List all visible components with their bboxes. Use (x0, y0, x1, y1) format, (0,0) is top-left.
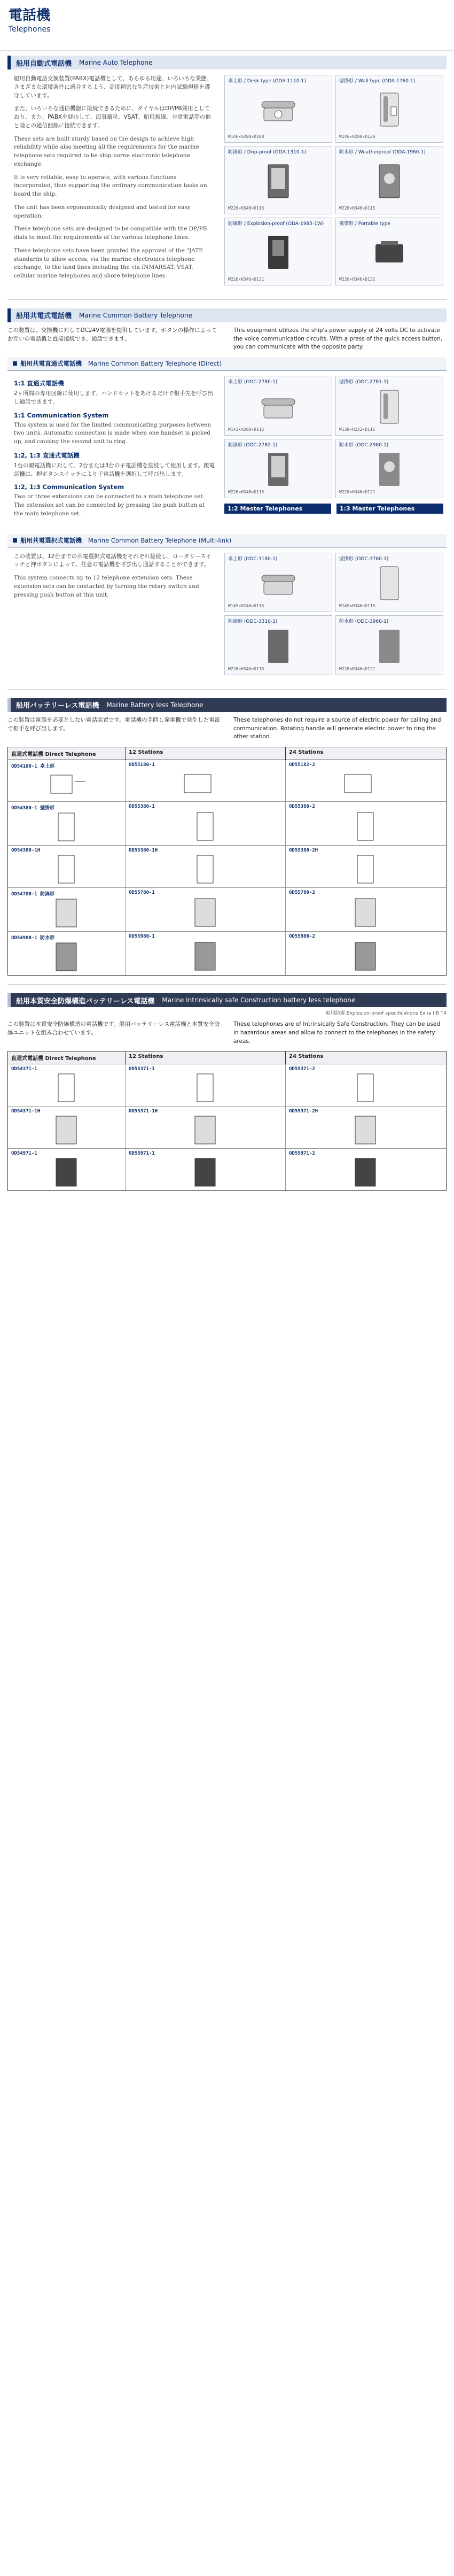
product-card (335, 553, 443, 613)
product-card (224, 75, 332, 143)
model-code: OD55371-1 (129, 1066, 155, 1072)
product-dims: W146×H200×D120 (339, 134, 375, 140)
model-code: OD55380-1 (129, 804, 155, 810)
multi-text (7, 547, 221, 680)
battery-less-para-en: These telephones do not require a source of electric power for calling and communication. Rotating handle will generate electric power to ring the other station. (233, 716, 441, 740)
product-card (335, 615, 443, 675)
divider (7, 689, 447, 690)
section-title-en: Marine Intrinsically safe Construction battery less telephone (162, 996, 356, 1004)
system-title-en: 1:1 Communication System (14, 411, 109, 419)
subsection-direct (7, 357, 447, 370)
master-12-label: 1:2 Master Telephones (224, 504, 331, 514)
product-dims: W226×H346×D132 (339, 276, 375, 282)
product-dims: W226×H346×D121 (228, 276, 264, 282)
section-title-en: Marine Auto Telephone (79, 59, 153, 66)
product-card (335, 439, 443, 499)
model-code: OD54780-1 防滴形 (11, 892, 55, 898)
product-card (335, 146, 443, 214)
model-code: OD55182-2 (289, 762, 315, 768)
col-24-stations: 24 Stations (289, 749, 324, 756)
auto-para-en: The unit has been ergonomically designed and tested for easy operation. (14, 204, 191, 219)
table-header (8, 747, 446, 760)
phone-drawing-icon (11, 941, 122, 973)
desk-phone-icon (228, 87, 328, 133)
product-dims: W146×H200×D180 (228, 134, 264, 140)
col-direct: 直通式電話機 Direct Telephone (8, 747, 126, 760)
model-code: OD55971-2 (289, 1151, 315, 1157)
table-cell (286, 888, 446, 931)
weatherproof-phone-icon (339, 451, 440, 488)
product-label: 防水形 (ODC-2980-1) (339, 442, 389, 448)
table-row (8, 802, 446, 846)
product-label: 卓上形 (ODC-3180-1) (228, 556, 278, 562)
dripproof-phone-icon (228, 158, 328, 204)
table-cell (286, 932, 446, 975)
phone-drawing-icon (11, 769, 122, 799)
product-label: 壁掛形 (ODC-3780-1) (339, 556, 389, 562)
model-code: OD55380-2 (289, 804, 315, 810)
table-cell (126, 846, 286, 887)
product-card (224, 439, 332, 499)
table-cell (8, 932, 126, 975)
system-desc-en: Two or three extensions can be connected to a main telephone set. The extension set can be connected by pressing the push button at the main telephone set. (14, 493, 205, 517)
phone-drawing-icon (129, 768, 282, 799)
product-label: 携帯形 / Portable type (339, 221, 390, 227)
phone-drawing-icon (129, 853, 282, 885)
model-code: OD55780-2 (289, 890, 315, 896)
model-code: OD55380-2H (289, 848, 318, 854)
section-title-jp: 船用自動式電話機 (16, 59, 72, 68)
battery-less-intro (7, 716, 447, 741)
product-dims: W228×H346×D115 (339, 205, 375, 211)
table-cell (126, 888, 286, 931)
subsection-title: 船用共電選択式電話機 (20, 536, 82, 544)
table-cell (126, 802, 286, 845)
auto-text (7, 69, 221, 291)
product-dims: W142×H200×D115 (228, 427, 264, 432)
table-cell (126, 760, 286, 801)
master-13-label: 1:3 Master Telephones (336, 504, 443, 514)
table-cell (286, 802, 446, 845)
table-row (8, 760, 446, 802)
phone-drawing-icon (289, 853, 443, 885)
model-code: OD55971-1 (129, 1151, 155, 1157)
product-label: 壁掛形 (ODC-2781-1) (339, 380, 389, 385)
table-row (8, 846, 446, 888)
product-label: 卓上形 (ODC-2780-1) (228, 380, 278, 385)
table-cell (286, 1149, 446, 1190)
table-cell (126, 1064, 286, 1106)
product-card (224, 218, 332, 285)
product-label: 防滴形 (ODC-3310-1) (228, 619, 278, 625)
model-code: OD54371-1 (11, 1066, 37, 1072)
phone-drawing-icon (11, 853, 122, 885)
weatherproof-phone-icon (339, 158, 440, 204)
bullet-icon (13, 361, 17, 366)
model-code: OD54180-1 卓上形 (11, 764, 55, 770)
battery-less-para-jp: この装置は電源を必要としない電話装置です。電話機の手回し発電機で発生した電流で相手を呼び出します。 (7, 716, 221, 732)
subsection-title: 船用共電直通式電話機 (20, 360, 82, 367)
model-code: OD54980-1 防水形 (11, 935, 55, 941)
table-row (8, 932, 446, 975)
phone-drawing-icon (11, 811, 122, 843)
wall-phone-icon (339, 388, 440, 426)
phone-drawing-icon (129, 1156, 282, 1188)
divider (7, 984, 447, 985)
table-cell (8, 1149, 126, 1190)
direct-product-grid (221, 370, 447, 504)
product-label: 防水形 / Weatherproof (ODA-1960-1) (339, 150, 426, 156)
explosion-note: 船用防爆 Explosion-proof specifications Ex ia IIB T4 (325, 1011, 447, 1017)
phone-drawing-icon (289, 1114, 443, 1146)
common-para-jp: この装置は、交換機に対してDC24V電源を提供しています。ボタンの操作によってお互いの電話機と直接接続でき、通話できます。 (7, 327, 217, 342)
explosionproof-phone-icon (228, 229, 328, 275)
product-dims: W226×H346×D115 (228, 490, 264, 495)
model-code: OD55371-2H (289, 1109, 318, 1115)
phone-drawing-icon (11, 897, 122, 929)
section-title-jp: 船用共電式電話機 (16, 312, 72, 321)
table-cell (8, 1064, 126, 1106)
product-label: 壁掛形 / Wall type (ODA-1760-1) (339, 79, 416, 84)
system-desc-jp: 2ヶ所間の専用回線に使用します。ハンドセットをあげるだけで相手先を呼び出し通話できます。 (14, 390, 214, 405)
phone-drawing-icon (11, 1114, 122, 1146)
table-cell (286, 1064, 446, 1106)
table-cell (286, 846, 446, 887)
table-cell (286, 760, 446, 801)
system-title: 1:2, 1:3 直通式電話機 (14, 451, 80, 459)
model-code: OD55380-1H (129, 848, 158, 854)
phone-drawing-icon (129, 895, 282, 929)
portable-phone-icon (339, 229, 440, 275)
col-12-stations: 12 Stations (126, 1051, 286, 1064)
phone-drawing-icon (11, 1072, 122, 1104)
auto-para-en: It is very reliable, easy to operate, with various functions incorporated, thus supporting the ordinary communication tasks on board the ship. (14, 174, 207, 197)
intrinsic-intro (7, 1020, 447, 1046)
model-code: OD55980-1 (129, 934, 155, 940)
col-direct: 直通式電話機 Direct Telephone (8, 1051, 126, 1064)
multi-row (7, 547, 447, 680)
master-headers (224, 504, 443, 514)
intrinsic-para-jp: この装置は本質安全防爆構造の電話機です。船用バッテリーレス電話機と本質安全防爆ユニットを組み合わせています。 (7, 1021, 220, 1036)
product-card (224, 553, 332, 613)
page-title: 電話機 (9, 7, 51, 24)
phone-drawing-icon (289, 809, 443, 843)
product-dims: W138×H222×D115 (339, 427, 375, 432)
subsection-multilink (7, 534, 447, 547)
product-card (224, 615, 332, 675)
table-cell (126, 1107, 286, 1148)
system-title-en: 1:2, 1:3 Communication System (14, 483, 124, 491)
common-para-en: This equipment utilizes the ship's power supply of 24 volts DC to activate the voice communication circuits. With a press of the quick access button, you can communicate with the opposite party. (233, 327, 443, 351)
page-subtitle: Telephones (9, 25, 51, 34)
product-card (224, 146, 332, 214)
product-card (335, 376, 443, 436)
table-cell (126, 1149, 286, 1190)
battery-less-table (7, 747, 447, 976)
phone-drawing-icon (129, 1114, 282, 1146)
desk-phone-icon (228, 564, 328, 602)
intrinsic-table (7, 1051, 447, 1191)
section-title-en: Marine Battery less Telephone (106, 701, 203, 709)
product-label: 防滴形 / Drip-proof (ODA-1310-1) (228, 150, 307, 156)
subsection-title-en: Marine Common Battery Telephone (Direct) (88, 360, 222, 367)
auto-para-en: These telephone sets have been granted the approval of the "JATE standards to allow access, via the marine electronics telephone exchange, to the land lines including the via INMARSAT, VSAT, cellular marine telephones and shore telephone lines. (14, 247, 203, 279)
model-code: OD55780-1 (129, 890, 155, 896)
product-label: 防爆形 / Explosion-proof (ODA-1985-1W) (228, 221, 324, 227)
common-intro (7, 327, 447, 352)
phone-drawing-icon (11, 1156, 122, 1188)
table-row (8, 1064, 446, 1107)
product-card (335, 218, 443, 285)
col-24-stations: 24 Stations (289, 1054, 324, 1060)
phone-drawing-icon (289, 1156, 443, 1188)
intrinsic-para-en: These telephones are of Intrinsically Safe Construction. They can be used in hazardous areas and allow to connect to the telephones in the safety areas. (233, 1021, 441, 1045)
auto-para-en: These sets are built sturdy based on the design to achieve high reliability while also meeting all the requirements for the marine telephone sets required to be ship-borne electronic telephone exchange. (14, 135, 199, 167)
section-intrinsic (7, 993, 447, 1007)
table-cell (8, 1107, 126, 1148)
phone-drawing-icon (289, 768, 443, 799)
model-code: OD55980-2 (289, 934, 315, 940)
phone-drawing-icon (129, 939, 282, 973)
model-code: OD54380-1H (11, 848, 41, 854)
product-dims: W226×H346×D115 (228, 205, 264, 211)
dripproof-phone-icon (228, 451, 328, 488)
col-12-stations: 12 Stations (126, 747, 286, 760)
product-dims: W145×H346×D115 (339, 604, 375, 609)
product-label: 防水形 (ODC-3960-1) (339, 619, 389, 625)
auto-row (7, 69, 447, 291)
product-label: 卓上形 / Desk type (ODA-1110-1) (228, 79, 306, 84)
auto-para-jp: また、いろいろな通信機器に接続できるために、ダイヤルはDP/PB兼用としており、また、PABXを経由して、海事衛星、VSAT、船用無線、非常電話等の他と陸との通信回線に接続できます。 (14, 105, 211, 129)
table-cell (8, 888, 126, 931)
phone-drawing-icon (289, 895, 443, 929)
product-dims: W228×H346×D121 (339, 666, 375, 671)
multi-para-en: This system connects up to 12 telephone extension sets. These extension sets can be contacted by turning the rotary switch and pressing push button at this unit. (14, 575, 199, 598)
product-label: 防滴形 (ODC-2782-1) (228, 442, 278, 448)
system-title: 1:1 直通式電話機 (14, 380, 64, 387)
system-desc-jp: 1台の親電話機に対して、2台または3台の子電話機を接続して使用します。親電話機は、押ボタンスイッチにより子電話機を選択して呼び出します。 (14, 462, 215, 477)
wall-phone-icon (339, 564, 440, 602)
multi-para-jp: この装置は、12台までの共電選択式電話機をそれぞれ接続し、ロータリースイッチと押ボタンによって、任意の電話機を呼び出し通話することができます。 (14, 553, 212, 568)
desk-phone-icon (228, 388, 328, 426)
direct-row (7, 370, 447, 529)
subsection-title-en: Marine Common Battery Telephone (Multi-link) (88, 536, 232, 544)
dripproof-phone-icon (228, 628, 328, 665)
model-code: OD54371-1H (11, 1109, 41, 1115)
product-card (335, 75, 443, 143)
product-dims: W145×H246×D115 (228, 604, 264, 609)
phone-drawing-icon (129, 1072, 282, 1104)
table-cell (8, 846, 126, 887)
page-header (0, 0, 454, 51)
auto-para-en: These telephone sets are designed to be compatible with the DP/PB dials to meet the requirements of the various telephone lines. (14, 226, 207, 241)
bullet-icon (13, 538, 17, 543)
model-code: OD54971-1 (11, 1151, 37, 1157)
table-cell (286, 1107, 446, 1148)
table-cell (8, 802, 126, 845)
multi-product-grid (221, 547, 447, 680)
direct-text (7, 370, 221, 529)
auto-para-jp: 船用自動電話交換装置(PABX)電話機として、あらゆる用途、いろいろな業態、さまざまな環境条件に適合するよう、高度精密な生産技術と社内試験規格を遵守しています。 (14, 75, 213, 99)
phone-drawing-icon (289, 939, 443, 973)
model-code: OD55180-1 (129, 762, 155, 768)
section-title-en: Marine Common Battery Telephone (79, 311, 192, 319)
section-title-jp: 船用バッテリーレス電話機 (16, 702, 99, 710)
product-dims: W228×H346×D121 (339, 490, 375, 495)
phone-drawing-icon (129, 809, 282, 843)
model-code: OD55371-2 (289, 1066, 315, 1072)
model-code: OD55371-1H (129, 1109, 158, 1115)
table-row (8, 1149, 446, 1190)
table-row (8, 1107, 446, 1149)
table-row (8, 888, 446, 932)
system-desc-en: This system is used for the limited communicating purposes between two units. Automatic connection is made when one handset is picked up, and causing the second unit to ring. (14, 421, 212, 445)
divider (7, 299, 447, 300)
section-common-battery (7, 308, 447, 322)
wall-phone-icon (339, 87, 440, 133)
phone-drawing-icon (289, 1072, 443, 1104)
product-dims: W226×H346×D115 (228, 666, 264, 671)
table-header (8, 1051, 446, 1064)
table-cell (8, 760, 126, 801)
section-battery-less (7, 698, 447, 712)
weatherproof-phone-icon (339, 628, 440, 665)
product-card (224, 376, 332, 436)
direct-right (221, 370, 447, 529)
auto-product-grid (221, 69, 447, 291)
model-code: OD54380-1 壁掛形 (11, 806, 55, 811)
section-title-jp: 船用本質安全防爆構造バッテリーレス電話機 (16, 997, 155, 1005)
table-cell (126, 932, 286, 975)
section-auto-telephone (7, 56, 447, 69)
